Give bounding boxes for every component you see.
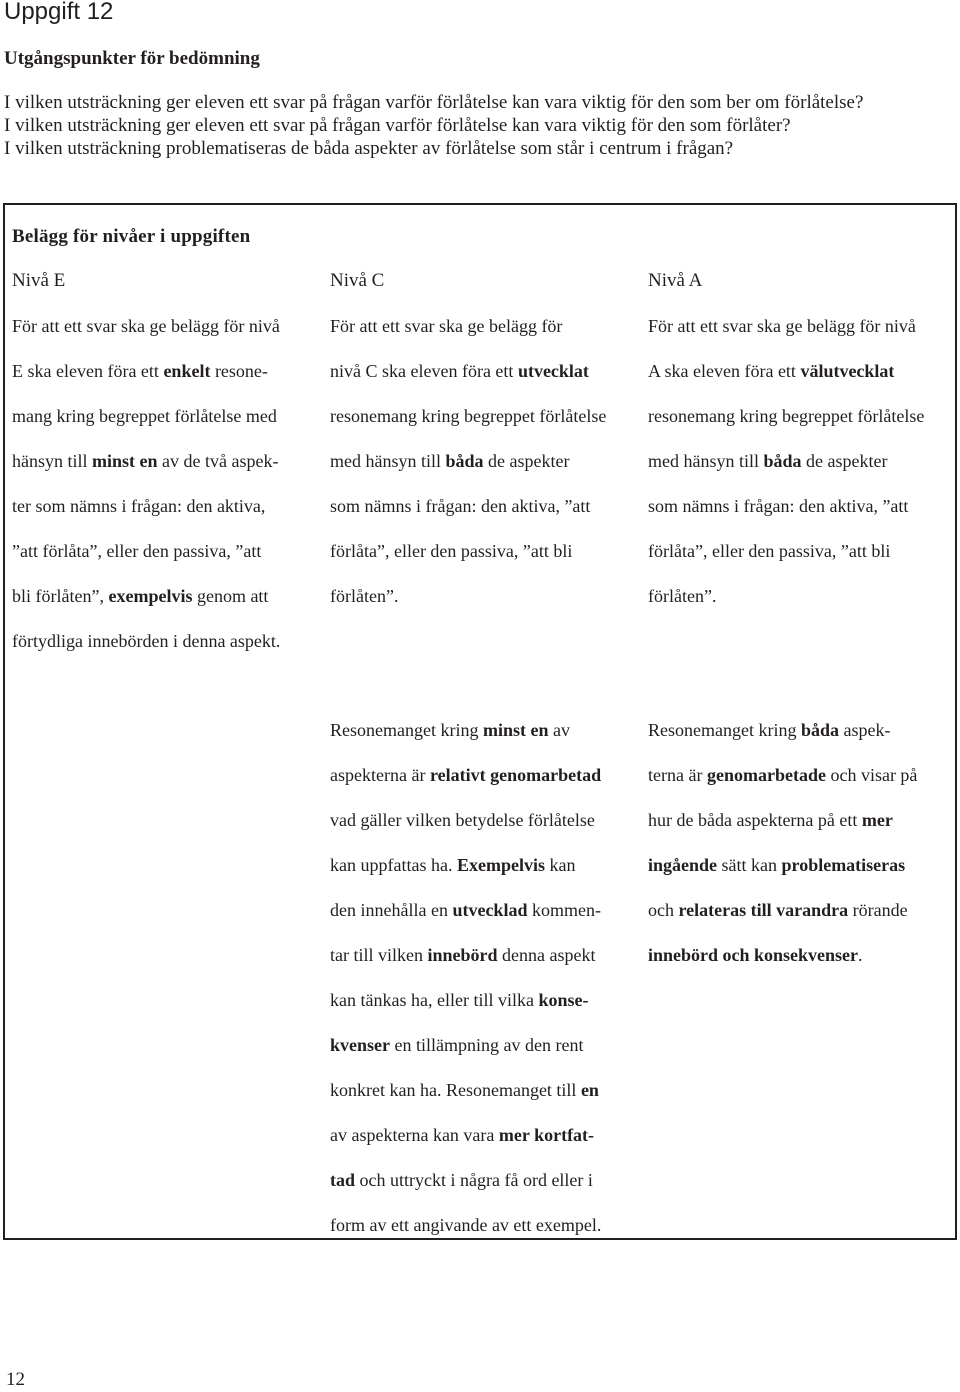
assessment-criteria-list [4,91,863,160]
text-line: form av ett angivande av ett exempel. [330,1215,602,1235]
text-line: resonemang kring begreppet förlåtelse [330,406,607,426]
level-c-header: Nivå C [330,270,385,291]
text-line: kan tänkas ha, eller till vilka konse- [330,990,589,1010]
text-line: resonemang kring begreppet förlåtelse [648,406,925,426]
text-line: vad gäller vilken betydelse förlåtelse [330,810,595,830]
criterion-item: I vilken utsträckning problematiseras de båda aspekter av förlåtelse som står i centrum i frågan? [4,138,734,159]
text-line: terna är genomarbetade och visar på [648,765,918,785]
text-line: med hänsyn till båda de aspekter [648,451,888,471]
text-line: aspekterna är relativt genomarbetad [330,765,602,785]
text-line: och relateras till varandra rörande [648,900,908,920]
level-c-criteria-text [330,304,606,619]
text-line: A ska eleven föra ett välutvecklat [648,361,895,381]
level-a-header: Nivå A [648,270,703,291]
text-line: förlåta”, eller den passiva, ”att bli [648,541,891,561]
text-line: För att ett svar ska ge belägg för nivå [12,316,280,336]
text-line: ”att förlåta”, eller den passiva, ”att [12,541,262,561]
text-line: kan uppfattas ha. Exempelvis kan [330,855,576,875]
text-line: förlåten”. [648,586,717,606]
text-line: bli förlåten”, exempelvis genom att [12,586,269,606]
text-line: E ska eleven föra ett enkelt resone- [12,361,268,381]
assessment-basis-heading: Utgångspunkter för bedömning [4,48,260,69]
level-c-quality-text [330,708,601,1248]
level-a-criteria-text [648,304,924,619]
text-line: hur de båda aspekterna på ett mer [648,810,893,830]
level-e-criteria-text [12,304,280,664]
text-line: den innehålla en utvecklad kommen- [330,900,601,920]
text-line: av aspekterna kan vara mer kortfat- [330,1125,595,1145]
text-line: tar till vilken innebörd denna aspekt [330,945,596,965]
text-line: För att ett svar ska ge belägg för [330,316,563,336]
text-line: förlåta”, eller den passiva, ”att bli [330,541,573,561]
text-line: med hänsyn till båda de aspekter [330,451,570,471]
text-line: ingående sätt kan problematiseras [648,855,906,875]
text-line: tad och uttryckt i några få ord eller i [330,1170,593,1190]
evidence-table-heading: Belägg för nivåer i uppgiften [12,226,251,247]
text-line: förlåten”. [330,586,399,606]
text-line: konkret kan ha. Resonemanget till en [330,1080,599,1100]
criterion-item: I vilken utsträckning ger eleven ett svar på frågan varför förlåtelse kan vara viktig för den som ber om förlåtelse? [4,92,864,113]
level-e-header: Nivå E [12,270,66,291]
criterion-item: I vilken utsträckning ger eleven ett svar på frågan varför förlåtelse kan vara viktig för den som förlåter? [4,115,791,136]
page-number: 12 [6,1369,25,1390]
level-a-quality-text [648,708,917,978]
text-line: förtydliga innebörden i denna aspekt. [12,631,281,651]
text-line: hänsyn till minst en av de två aspek- [12,451,279,471]
text-line: Resonemanget kring båda aspek- [648,720,891,740]
text-line: ter som nämns i frågan: den aktiva, [12,496,266,516]
text-line: nivå C ska eleven föra ett utvecklat [330,361,589,381]
text-line: Resonemanget kring minst en av [330,720,570,740]
text-line: som nämns i frågan: den aktiva, ”att [648,496,909,516]
page-title: Uppgift 12 [4,0,114,25]
text-line: som nämns i frågan: den aktiva, ”att [330,496,591,516]
text-line: innebörd och konsekvenser. [648,945,863,965]
text-line: mang kring begreppet förlåtelse med [12,406,277,426]
text-line: kvenser en tillämpning av den rent [330,1035,584,1055]
text-line: För att ett svar ska ge belägg för nivå [648,316,916,336]
